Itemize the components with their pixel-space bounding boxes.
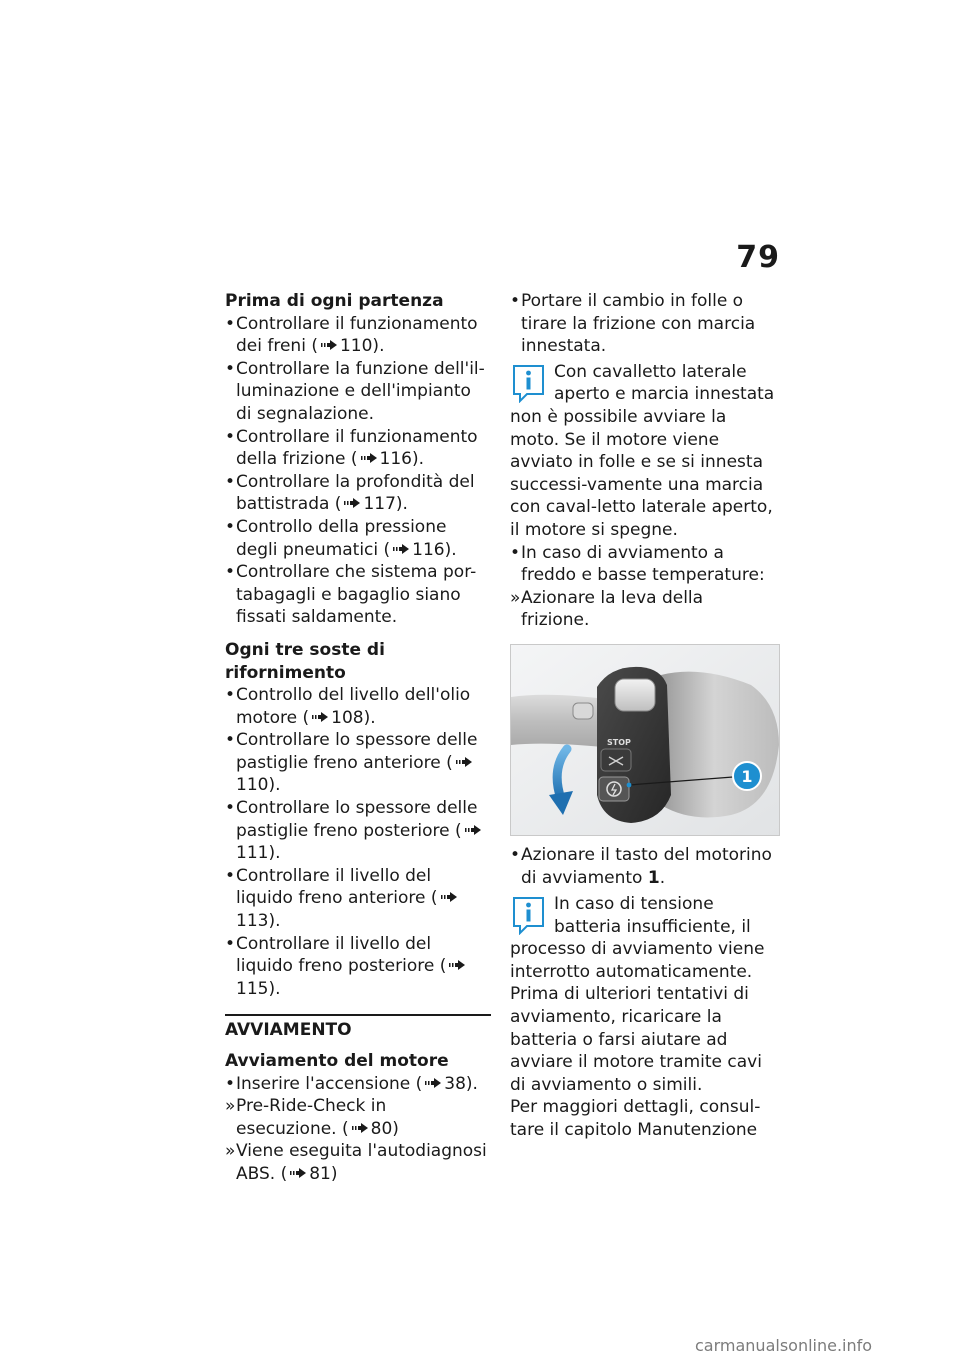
paragraph-retry: Prima di ulteriori tentativi di avviamento, ricaricare la batteria o farsi aiutare ad avviare il motore tramite cavi di avviamento o simili.: [510, 984, 762, 1095]
item-starter-pre: Azionare il tasto del motorino di avviamento: [521, 844, 772, 888]
list-item-text: Controllare la profondità del battistrada (: [236, 471, 475, 515]
list-item: [225, 933, 491, 1001]
page-reference: 116).: [379, 449, 425, 470]
list-item-text: Controllare che sistema por-tabagagli e bagaglio siano fissati saldamente.: [236, 562, 477, 628]
list-item-text: Controllare lo spessore delle pastiglie freno posteriore (: [236, 798, 478, 841]
list-marker: »: [225, 1096, 236, 1117]
list-item: • Azionare il tasto del motorino di avviamento 1.: [510, 844, 772, 888]
list-item: [225, 426, 491, 471]
list-item-text: Controllare lo spessore delle pastiglie freno anteriore (: [236, 730, 478, 773]
page-reference-arrow-icon: [465, 825, 481, 835]
page-reference: 113).: [236, 911, 281, 932]
page-reference: 80): [370, 1118, 399, 1139]
list-item: [225, 865, 491, 933]
item-starter-ref: 1: [647, 867, 660, 888]
list-item: [225, 1073, 491, 1096]
page-reference-arrow-icon: [321, 340, 337, 350]
list-item: [225, 1095, 491, 1140]
list-item: [225, 516, 491, 561]
page-reference-arrow-icon: [361, 453, 377, 463]
item-starter-post: .: [659, 867, 666, 888]
list-item-text: Controllare il funzionamento della frizione (: [236, 426, 478, 470]
page-reference: 117).: [363, 494, 408, 515]
right-column: [510, 290, 776, 1142]
list-item: [225, 313, 491, 358]
paragraph-details: Per maggiori dettagli, consul-tare il capitolo Manutenzione: [510, 1097, 761, 1141]
list-marker: •: [225, 730, 236, 751]
page-reference-arrow-icon: [312, 712, 328, 722]
list-item: • Portare il cambio in folle o tirare la frizione con marcia innestata.: [510, 291, 756, 357]
list-item: [225, 471, 491, 516]
list-item-text: Controllo della pressione degli pneumatici (: [236, 516, 447, 560]
note-battery-rest: processo di avviamento viene interrotto automaticamente.: [510, 939, 765, 982]
list-item-text: Controllare il livello del liquido freno posteriore (: [236, 933, 447, 977]
left-column: [225, 290, 491, 1186]
note-side-stand: [510, 361, 776, 542]
page-number: 79: [736, 240, 780, 275]
checklist-before-departure: [225, 313, 491, 629]
list-item-text: Controllare il funzionamento dei freni (: [236, 313, 478, 357]
list-marker: •: [225, 426, 236, 447]
list-item-text: Controllare il livello del liquido freno anteriore (: [236, 865, 438, 909]
heading-before-departure: Prima di ogni partenza: [225, 291, 444, 311]
list-marker: •: [225, 933, 236, 954]
page-reference: 108).: [331, 707, 376, 728]
list-item: » Azionare la leva della frizione.: [510, 587, 704, 631]
list-item: [225, 797, 491, 865]
list-item: [225, 729, 491, 797]
heading-refuel-stops: Ogni tre soste di rifornimento: [225, 639, 385, 683]
page-reference-arrow-icon: [290, 1168, 306, 1178]
page-reference: 115).: [236, 978, 281, 999]
list-marker: •: [225, 358, 236, 379]
page-reference-arrow-icon: [449, 960, 465, 970]
heading-start-engine: Avviamento del motore: [225, 1051, 449, 1071]
page-reference-arrow-icon: [352, 1123, 368, 1133]
checklist-start-engine: [225, 1073, 491, 1186]
stop-label: STOP: [607, 737, 631, 747]
note-side-stand-first: Con cavalletto laterale aperto e marcia innestata: [554, 361, 775, 405]
list-marker: •: [225, 562, 236, 583]
note-battery: [510, 893, 776, 983]
info-note-icon: [510, 363, 546, 403]
list-item-text: Inserire l'accensione (: [236, 1073, 423, 1094]
list-item: [225, 561, 491, 629]
list-item: • In caso di avviamento a freddo e basse temperature:: [510, 542, 765, 586]
page-reference-arrow-icon: [441, 892, 457, 902]
list-marker: •: [225, 313, 236, 334]
list-item: [225, 684, 491, 729]
list-marker: •: [225, 685, 236, 706]
list-marker: »: [225, 1141, 236, 1162]
item-neutral-gear: Portare il cambio in folle o tirare la frizione con marcia innestata.: [521, 291, 756, 357]
handlebar-switch-illustration: [511, 645, 779, 835]
list-marker: •: [225, 1073, 236, 1094]
note-side-stand-rest: non è possibile avviare la moto. Se il motore viene avviato in folle e se si innesta successi-vamente una marcia con caval-letto laterale aperto, il motore si spegne.: [510, 406, 773, 540]
list-marker: •: [225, 516, 236, 537]
page-reference: 116).: [412, 539, 457, 560]
page-reference: 110).: [236, 775, 281, 796]
page-reference: 81): [309, 1163, 338, 1184]
watermark: carmanualsonline.info: [695, 1336, 873, 1355]
note-battery-first: In caso di tensione batteria insufficiente, il: [554, 894, 751, 937]
page-reference-arrow-icon: [344, 498, 360, 508]
list-item: [225, 1140, 491, 1185]
list-marker: •: [225, 471, 236, 492]
page-reference-arrow-icon: [393, 544, 409, 554]
page-reference: 38).: [444, 1073, 478, 1094]
list-marker: •: [225, 865, 236, 886]
list-marker: •: [225, 798, 236, 819]
section-title-starting: AVVIAMENTO: [225, 1014, 491, 1042]
handlebar-switch-figure: [510, 644, 780, 836]
info-note-icon: [510, 895, 546, 935]
callout-number: 1: [741, 766, 753, 786]
page-reference: 111).: [236, 843, 281, 864]
list-item-text: Pre-Ride-Check in esecuzione. (: [236, 1096, 387, 1139]
result-clutch-lever: Azionare la leva della frizione.: [521, 587, 704, 631]
list-item-text: Controllo del livello dell'olio motore (: [236, 685, 471, 728]
page-reference-arrow-icon: [456, 757, 472, 767]
page-reference-arrow-icon: [425, 1078, 441, 1088]
item-cold-start: In caso di avviamento a freddo e basse temperature:: [521, 542, 765, 586]
checklist-refuel-stops: [225, 684, 491, 1000]
list-item-text: Controllare la funzione dell'il-luminazione e dell'impianto di segnalazione.: [236, 358, 485, 424]
list-item-text: Viene eseguita l'autodiagnosi ABS. (: [236, 1141, 487, 1184]
page-reference: 110).: [339, 336, 385, 357]
list-item: [225, 358, 491, 426]
